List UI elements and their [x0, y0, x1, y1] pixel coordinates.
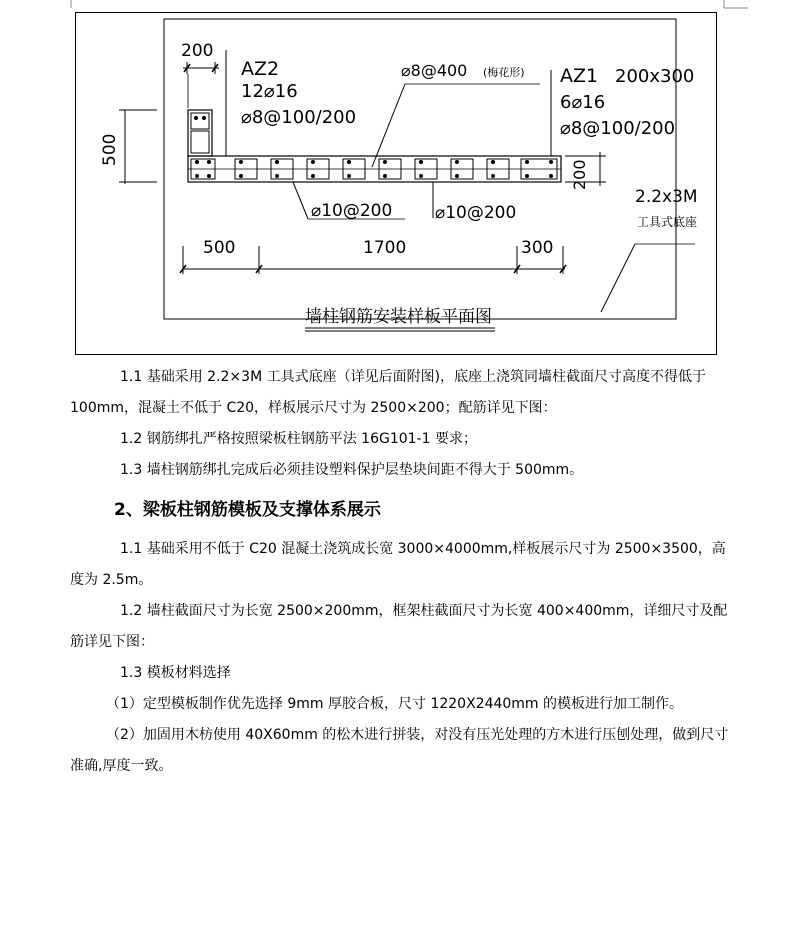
base-label: 工具式底座	[637, 215, 698, 229]
page-corner-mark-right	[722, 0, 752, 10]
figure-title: 墙柱钢筋安装样板平面图	[305, 307, 492, 327]
az1-size: 200x300	[615, 66, 695, 87]
paragraph-2-3: 1.3 模板材料选择	[120, 665, 231, 681]
az2-stem-outline	[188, 110, 212, 156]
paragraph-1-1: 1.1 基础采用 2.2×3M 工具式底座（详见后面附图)，底座上浇筑同墙柱截面尺寸高度不得低于 100mm，混凝土不低于 C20，样板展示尺寸为 2500×200；配筋详见下图：	[70, 369, 707, 416]
document-body	[70, 362, 730, 782]
base-leader	[601, 244, 635, 312]
az2-stem-stirrup-2	[191, 131, 209, 153]
tie-note: (梅花形)	[483, 66, 525, 79]
rebar-plan-figure	[75, 12, 717, 355]
base-size: 2.2x3M	[635, 187, 698, 207]
paragraph-2-2: 1.2 墙柱截面尺寸为长宽 2500×200mm，框架柱截面尺寸为长宽 400×400mm，详细尺寸及配筋详见下图：	[70, 603, 728, 650]
dim-bottom-left: 500	[203, 238, 236, 258]
dim-bottom-mid: 1700	[363, 238, 407, 258]
horizontal-rebar-1: ⌀10@200	[311, 201, 393, 221]
paragraph-2-5: （2）加固用木枋使用 40X60mm 的松木进行拼装，对没有压光处理的方木进行压刨处理，做到尺寸准确,厚度一致。	[70, 727, 729, 774]
az2-stem-stirrup	[191, 113, 209, 129]
figure-frame	[76, 13, 717, 355]
dim-right-height: 200	[570, 159, 589, 190]
az2-stirrup: ⌀8@100/200	[241, 107, 357, 128]
paragraph-2-4: （1）定型模板制作优先选择 9mm 厚胶合板，尺寸 1220X2440mm 的模板进行加工制作。	[106, 696, 684, 712]
paragraph-2-1: 1.1 基础采用不低于 C20 混凝土浇筑成长宽 3000×4000mm,样板展示尺寸为 2500×3500，高度为 2.5m。	[70, 541, 726, 588]
tie-spec: ⌀8@400	[401, 61, 468, 80]
paragraph-1-2: 1.2 钢筋绑扎严格按照梁板柱钢筋平法 16G101-1 要求；	[120, 431, 477, 447]
az1-name: AZ1	[560, 65, 599, 87]
rebar-plan-drawing	[75, 12, 717, 355]
dim-top-width: 200	[181, 41, 214, 61]
horizontal-rebar-2: ⌀10@200	[435, 203, 517, 223]
az2-long-rebar: 12⌀16	[241, 81, 298, 102]
az2-name: AZ2	[241, 58, 280, 80]
az1-long-rebar: 6⌀16	[560, 92, 606, 113]
paragraph-1-3: 1.3 墙柱钢筋绑扎完成后必须挂设塑料保护层垫块间距不得大于 500mm。	[120, 462, 584, 478]
az1-stirrup: ⌀8@100/200	[560, 118, 676, 139]
tie-leader	[372, 84, 405, 167]
dim-left-height: 500	[100, 133, 120, 166]
page-corner-mark-left	[60, 0, 72, 10]
dim-bottom-right: 300	[521, 238, 554, 258]
section-heading-2: 2、梁板柱钢筋模板及支撑体系展示	[114, 500, 381, 520]
